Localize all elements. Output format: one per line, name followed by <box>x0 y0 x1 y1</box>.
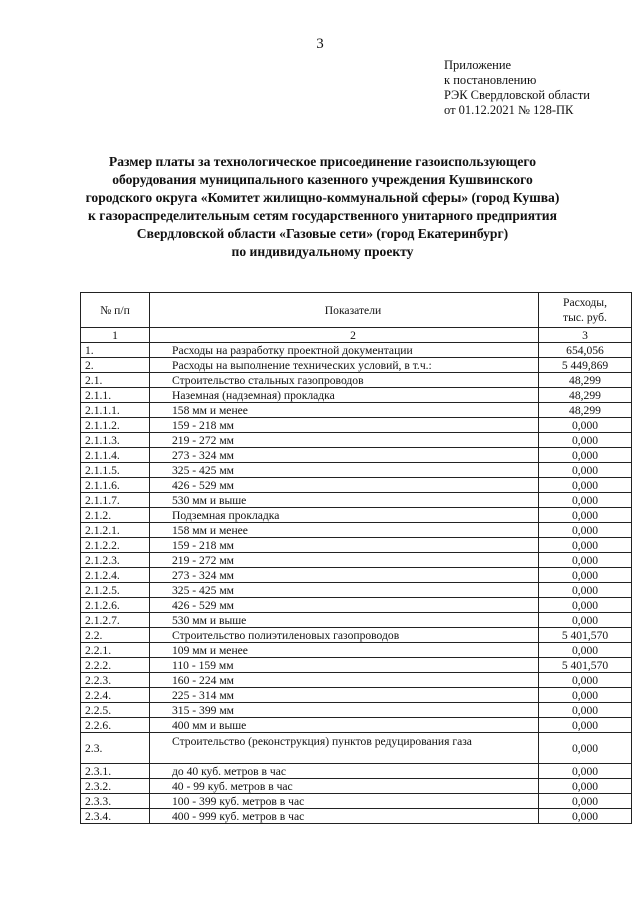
row-cost: 0,000 <box>539 673 632 688</box>
title-line: Размер платы за технологическое присоединение газоиспользующего <box>108 154 537 169</box>
column-number: 3 <box>539 328 632 343</box>
row-number: 2.1.1.7. <box>81 493 150 508</box>
row-number: 2.1.1.1. <box>81 403 150 418</box>
row-indicator: Наземная (надземная) прокладка <box>150 388 539 403</box>
table-row <box>81 433 632 448</box>
row-indicator: 225 - 314 мм <box>150 688 539 703</box>
row-indicator: 160 - 224 мм <box>150 673 539 688</box>
table-row <box>81 523 632 538</box>
row-number: 2.1.1.6. <box>81 478 150 493</box>
row-cost: 5 401,570 <box>539 628 632 643</box>
row-cost: 0,000 <box>539 493 632 508</box>
row-number: 2.1.1. <box>81 388 150 403</box>
row-number: 2.1.1.5. <box>81 463 150 478</box>
appendix-line: Приложение <box>444 58 512 72</box>
row-indicator: 219 - 272 мм <box>150 433 539 448</box>
title-line: Свердловской области «Газовые сети» (город Екатеринбург) <box>136 226 509 241</box>
table-row <box>81 598 632 613</box>
title-line: по индивидуальному проекту <box>231 244 414 259</box>
row-number: 2.3. <box>81 733 150 764</box>
row-indicator: 100 - 399 куб. метров в час <box>150 794 539 809</box>
row-number: 2.1.2.3. <box>81 553 150 568</box>
table-header-row <box>81 293 632 328</box>
title-line: оборудования муниципального казенного учреждения Кушвинского <box>112 172 533 187</box>
row-indicator: 530 мм и выше <box>150 493 539 508</box>
column-number-row <box>81 328 632 343</box>
table-row <box>81 643 632 658</box>
table-row <box>81 658 632 673</box>
row-cost: 0,000 <box>539 703 632 718</box>
row-indicator: 325 - 425 мм <box>150 463 539 478</box>
row-indicator: 273 - 324 мм <box>150 568 539 583</box>
row-number: 2.3.2. <box>81 779 150 794</box>
table-row <box>81 508 632 523</box>
fee-table <box>80 292 632 824</box>
row-cost: 0,000 <box>539 733 632 764</box>
row-cost: 0,000 <box>539 508 632 523</box>
column-number: 2 <box>150 328 539 343</box>
row-number: 2.1.2.1. <box>81 523 150 538</box>
row-cost: 48,299 <box>539 403 632 418</box>
row-cost: 0,000 <box>539 598 632 613</box>
table-row <box>81 718 632 733</box>
row-cost: 0,000 <box>539 794 632 809</box>
row-indicator: 400 - 999 куб. метров в час <box>150 809 539 824</box>
row-number: 2. <box>81 358 150 373</box>
row-number: 2.3.4. <box>81 809 150 824</box>
row-indicator: 325 - 425 мм <box>150 583 539 598</box>
row-indicator: 159 - 218 мм <box>150 418 539 433</box>
row-cost: 0,000 <box>539 643 632 658</box>
table-row <box>81 493 632 508</box>
row-number: 2.2.5. <box>81 703 150 718</box>
row-number: 1. <box>81 343 150 358</box>
table-row <box>81 478 632 493</box>
row-indicator: Строительство стальных газопроводов <box>150 373 539 388</box>
row-number: 2.1.2.4. <box>81 568 150 583</box>
row-number: 2.3.1. <box>81 764 150 779</box>
table-row <box>81 703 632 718</box>
header-number: № п/п <box>81 293 150 328</box>
row-number: 2.3.3. <box>81 794 150 809</box>
row-cost: 48,299 <box>539 373 632 388</box>
row-number: 2.1.2.5. <box>81 583 150 598</box>
row-cost: 0,000 <box>539 568 632 583</box>
row-indicator: 219 - 272 мм <box>150 553 539 568</box>
table-row <box>81 613 632 628</box>
appendix-block <box>444 58 590 118</box>
document-title <box>60 153 585 261</box>
table-row <box>81 673 632 688</box>
page-number: 3 <box>316 36 324 52</box>
row-cost: 0,000 <box>539 553 632 568</box>
row-indicator: 426 - 529 мм <box>150 478 539 493</box>
row-number: 2.1.1.2. <box>81 418 150 433</box>
table-row <box>81 448 632 463</box>
row-number: 2.1.2.2. <box>81 538 150 553</box>
table-row <box>81 388 632 403</box>
row-number: 2.1.2. <box>81 508 150 523</box>
table-row <box>81 403 632 418</box>
row-cost: 5 449,869 <box>539 358 632 373</box>
table-row <box>81 688 632 703</box>
table-row <box>81 764 632 779</box>
header-costs-unit: тыс. руб. <box>563 311 607 324</box>
table-row <box>81 373 632 388</box>
appendix-line: РЭК Свердловской области <box>444 88 590 102</box>
title-line: городского округа «Комитет жилищно-коммунальной сферы» (город Кушва) <box>85 190 560 205</box>
row-number: 2.2.3. <box>81 673 150 688</box>
table-row <box>81 583 632 598</box>
appendix-line: к постановлению <box>444 73 537 87</box>
row-cost: 0,000 <box>539 613 632 628</box>
table-row <box>81 418 632 433</box>
table-row <box>81 538 632 553</box>
table-row <box>81 809 632 824</box>
row-number: 2.1.1.4. <box>81 448 150 463</box>
row-indicator: 158 мм и менее <box>150 523 539 538</box>
row-number: 2.2.2. <box>81 658 150 673</box>
row-number: 2.1.1.3. <box>81 433 150 448</box>
column-number: 1 <box>81 328 150 343</box>
row-cost: 0,000 <box>539 478 632 493</box>
header-costs-line: Расходы, <box>563 296 607 309</box>
row-number: 2.2.4. <box>81 688 150 703</box>
table-row <box>81 794 632 809</box>
table-row <box>81 358 632 373</box>
row-indicator: 158 мм и менее <box>150 403 539 418</box>
table-row <box>81 568 632 583</box>
row-number: 2.2.1. <box>81 643 150 658</box>
table-row <box>81 343 632 358</box>
row-cost: 0,000 <box>539 418 632 433</box>
row-indicator: 315 - 399 мм <box>150 703 539 718</box>
row-indicator: 426 - 529 мм <box>150 598 539 613</box>
row-cost: 0,000 <box>539 433 632 448</box>
row-cost: 0,000 <box>539 448 632 463</box>
row-number: 2.2.6. <box>81 718 150 733</box>
row-indicator: 400 мм и выше <box>150 718 539 733</box>
header-costs <box>539 293 632 328</box>
row-indicator: до 40 куб. метров в час <box>150 764 539 779</box>
appendix-line: от 01.12.2021 № 128-ПК <box>444 103 574 117</box>
row-indicator: Расходы на выполнение технических условий, в т.ч.: <box>150 358 539 373</box>
row-indicator: Строительство полиэтиленовых газопроводов <box>150 628 539 643</box>
row-number: 2.2. <box>81 628 150 643</box>
row-indicator: Подземная прокладка <box>150 508 539 523</box>
row-indicator: 273 - 324 мм <box>150 448 539 463</box>
row-cost: 654,056 <box>539 343 632 358</box>
table-row <box>81 733 632 764</box>
row-indicator: 110 - 159 мм <box>150 658 539 673</box>
table-row <box>81 463 632 478</box>
table-row <box>81 628 632 643</box>
row-cost: 48,299 <box>539 388 632 403</box>
row-indicator: 530 мм и выше <box>150 613 539 628</box>
row-indicator: Расходы на разработку проектной документации <box>150 343 539 358</box>
row-indicator: 159 - 218 мм <box>150 538 539 553</box>
row-cost: 0,000 <box>539 718 632 733</box>
table-row <box>81 553 632 568</box>
row-cost: 0,000 <box>539 764 632 779</box>
row-cost: 5 401,570 <box>539 658 632 673</box>
row-number: 2.1.2.7. <box>81 613 150 628</box>
row-cost: 0,000 <box>539 523 632 538</box>
row-cost: 0,000 <box>539 809 632 824</box>
row-cost: 0,000 <box>539 463 632 478</box>
row-cost: 0,000 <box>539 583 632 598</box>
row-number: 2.1.2.6. <box>81 598 150 613</box>
row-cost: 0,000 <box>539 688 632 703</box>
row-indicator: 40 - 99 куб. метров в час <box>150 779 539 794</box>
row-cost: 0,000 <box>539 538 632 553</box>
row-indicator: Строительство (реконструкция) пунктов редуцирования газа <box>150 733 539 764</box>
table-row <box>81 779 632 794</box>
title-line: к газораспределительным сетям государственного унитарного предприятия <box>88 208 557 223</box>
row-cost: 0,000 <box>539 779 632 794</box>
row-number: 2.1. <box>81 373 150 388</box>
row-indicator: 109 мм и менее <box>150 643 539 658</box>
header-indicators: Показатели <box>150 293 539 328</box>
